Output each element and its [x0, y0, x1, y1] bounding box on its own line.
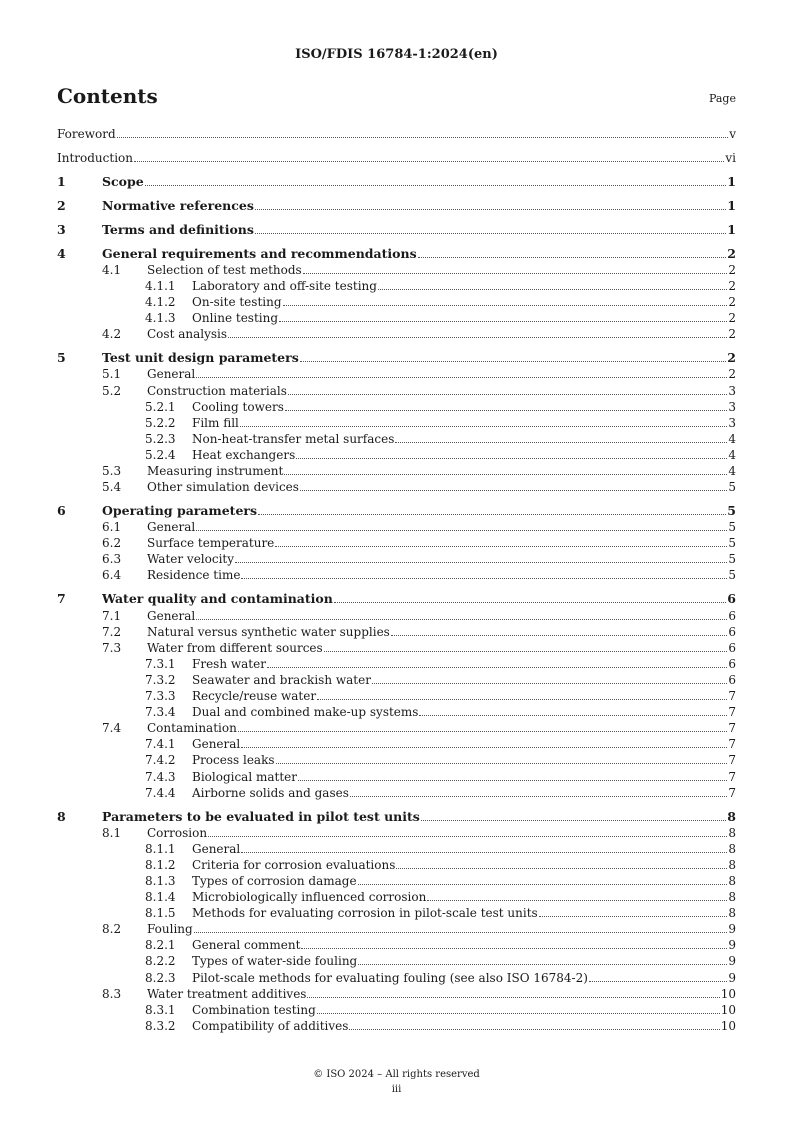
toc-entry[interactable] [57, 841, 736, 857]
toc-entry-number: 4.2 [102, 327, 122, 342]
toc-entry[interactable] [57, 1018, 736, 1034]
toc-dot-leader [418, 257, 727, 258]
toc-entry[interactable] [57, 591, 736, 607]
toc-entry-page[interactable]: 9 [728, 938, 736, 953]
toc-entry-page[interactable]: 4 [728, 447, 736, 462]
toc-dot-leader [300, 490, 727, 491]
toc-entry-number: 6.3 [102, 552, 122, 567]
toc-dot-leader [284, 474, 727, 475]
toc-entry[interactable] [57, 535, 736, 551]
page-column-label: Page [708, 92, 736, 105]
toc-entry-page[interactable]: 2 [727, 245, 736, 261]
toc-entry-title[interactable]: Water treatment additives [147, 986, 307, 1001]
toc-entry-number: 8.1.5 [145, 906, 176, 921]
toc-entry-number: 7.4.3 [145, 769, 176, 784]
toc-section-gap [57, 238, 736, 246]
toc-dot-leader [196, 530, 727, 531]
toc-entry[interactable] [57, 246, 736, 262]
toc-dot-leader [255, 209, 726, 210]
toc-dot-leader [358, 964, 727, 965]
toc-entry-title[interactable]: Foreword [57, 127, 116, 141]
toc-dot-leader [275, 546, 727, 547]
toc-entry-number: 8.2.3 [145, 970, 176, 985]
toc-entry[interactable] [57, 262, 736, 278]
toc-section-gap [57, 190, 736, 198]
toc-dot-leader [378, 289, 727, 290]
toc-section-gap [57, 342, 736, 350]
toc-entry-number: 4.1.3 [145, 311, 176, 326]
toc-dot-leader [358, 884, 728, 885]
toc-entry[interactable] [57, 752, 736, 768]
toc-entry[interactable] [57, 656, 736, 672]
page-title: Contents [57, 84, 158, 108]
toc-entry-page[interactable]: 7 [728, 721, 736, 736]
toc-entry-page[interactable]: 6 [728, 672, 736, 687]
toc-entry-number: 8 [57, 808, 66, 824]
toc-dot-leader [196, 377, 727, 378]
toc-entry-number: 5.2.2 [145, 415, 176, 430]
toc-entry[interactable] [57, 672, 736, 688]
toc-entry-title[interactable]: Seawater and brackish water [192, 672, 371, 687]
toc-entry[interactable] [57, 905, 736, 921]
toc-entry-title[interactable]: Terms and definitions [102, 221, 254, 237]
toc-entry-title[interactable]: General [147, 520, 196, 535]
toc-dot-leader [307, 997, 719, 998]
toc-entry-title[interactable]: Types of corrosion damage [192, 873, 357, 888]
toc-dot-leader [427, 900, 727, 901]
toc-entry-page[interactable]: 7 [728, 769, 736, 784]
toc-entry-title[interactable]: Cost analysis [147, 327, 228, 342]
toc-entry-page[interactable]: 4 [728, 464, 736, 479]
toc-dot-leader [134, 161, 724, 162]
toc-entry-title[interactable]: On-site testing [192, 295, 282, 310]
toc-entry-number: 5.2.3 [145, 431, 176, 446]
toc-entry[interactable] [57, 326, 736, 342]
toc-entry-title[interactable]: Residence time [147, 568, 241, 583]
toc-entry-number: 5.1 [102, 367, 122, 382]
toc-entry-number: 7.1 [102, 608, 122, 623]
toc-dot-leader [421, 820, 726, 821]
toc-entry-title[interactable]: Surface temperature [147, 536, 275, 551]
toc-entry-number: 5.2 [102, 383, 122, 398]
toc-dot-leader [238, 731, 728, 732]
toc-entry[interactable] [57, 953, 736, 969]
toc-entry[interactable] [57, 479, 736, 495]
toc-entry-title[interactable]: Water velocity [147, 552, 235, 567]
toc-entry-number: 6.1 [102, 520, 122, 535]
toc-entry-number: 7.3.2 [145, 672, 176, 687]
toc-dot-leader [419, 715, 727, 716]
toc-entry[interactable] [57, 785, 736, 801]
toc-entry[interactable] [57, 294, 736, 310]
toc-entry-number: 2 [57, 197, 66, 213]
toc-entry[interactable] [57, 567, 736, 583]
toc-entry-page[interactable]: 2 [728, 311, 736, 326]
toc-entry-number: 5 [57, 350, 66, 366]
toc-entry-number: 4.1.1 [145, 279, 176, 294]
toc-entry[interactable] [57, 608, 736, 624]
toc-dot-leader [241, 578, 727, 579]
toc-entry-page[interactable]: 3 [728, 399, 736, 414]
toc-entry[interactable] [57, 350, 736, 366]
toc-dot-leader [283, 305, 728, 306]
toc-entry-title[interactable]: Fresh water [192, 656, 266, 671]
toc-section-gap [57, 495, 736, 503]
toc-entry-page[interactable]: 6 [728, 608, 736, 623]
toc-entry-title[interactable]: Process leaks [192, 753, 275, 768]
toc-entry-number: 7.3 [102, 640, 122, 655]
toc-entry[interactable] [57, 873, 736, 889]
toc-entry[interactable] [57, 970, 736, 986]
toc-dot-leader [288, 394, 727, 395]
toc-dot-leader [208, 836, 727, 837]
toc-entry[interactable] [57, 551, 736, 567]
toc-entry-title[interactable]: Biological matter [192, 769, 298, 784]
page-footer [0, 1067, 793, 1097]
toc-entry[interactable] [57, 857, 736, 873]
toc-entry-number: 5.3 [102, 464, 122, 479]
toc-entry-title[interactable]: Test unit design parameters [102, 350, 299, 366]
toc-entry-number: 8.1.3 [145, 873, 176, 888]
toc-entry-title[interactable]: Non-heat-transfer metal surfaces [192, 431, 395, 446]
table-of-contents [57, 126, 736, 1034]
toc-entry-number: 8.2 [102, 922, 122, 937]
toc-entry-page[interactable]: 8 [728, 841, 736, 856]
toc-entry-number: 8.3.2 [145, 1018, 176, 1033]
toc-entry-page[interactable]: 8 [728, 906, 736, 921]
toc-entry-number: 4.1.2 [145, 295, 176, 310]
page-number: iii [391, 1084, 402, 1095]
toc-entry-number: 5.2.1 [145, 399, 176, 414]
toc-dot-leader [228, 337, 727, 338]
toc-entry-page[interactable]: 7 [728, 689, 736, 704]
toc-entry-page[interactable]: 8 [728, 890, 736, 905]
toc-entry-number: 6 [57, 503, 66, 519]
toc-entry[interactable] [57, 986, 736, 1002]
toc-entry-number: 7.3.1 [145, 656, 176, 671]
toc-entry[interactable] [57, 366, 736, 382]
toc-dot-leader [396, 868, 727, 869]
toc-entry-page[interactable]: 5 [728, 568, 736, 583]
toc-section-gap [57, 214, 736, 222]
toc-entry-page[interactable]: 5 [728, 552, 736, 567]
toc-dot-leader [324, 651, 728, 652]
toc-entry-page[interactable]: 2 [728, 295, 736, 310]
toc-dot-leader [255, 233, 726, 234]
toc-entry-title[interactable]: Film fill [192, 415, 239, 430]
toc-dot-leader [539, 916, 728, 917]
toc-entry-title[interactable]: General [192, 841, 241, 856]
toc-entry[interactable] [57, 937, 736, 953]
toc-section-gap [57, 166, 736, 174]
toc-entry-number: 6.4 [102, 568, 122, 583]
toc-entry-page[interactable]: 2 [728, 327, 736, 342]
toc-entry-title[interactable]: Parameters to be evaluated in pilot test units [102, 808, 420, 824]
toc-entry-page[interactable]: 3 [728, 383, 736, 398]
toc-entry-title[interactable]: Methods for evaluating corrosion in pilot-scale test units [192, 906, 538, 921]
toc-entry-number: 5.4 [102, 480, 122, 495]
toc-entry-page[interactable]: 9 [728, 970, 736, 985]
toc-dot-leader [298, 780, 727, 781]
toc-dot-leader [301, 948, 727, 949]
toc-entry-title[interactable]: General [192, 737, 241, 752]
toc-entry-number: 7.3.3 [145, 689, 176, 704]
toc-entry[interactable] [57, 431, 736, 447]
toc-entry-number: 8.1.1 [145, 841, 176, 856]
document-id-header: ISO/FDIS 16784-1:2024(en) [295, 47, 498, 62]
toc-entry-number: 8.2.2 [145, 954, 176, 969]
toc-entry[interactable] [57, 503, 736, 519]
toc-entry-page[interactable]: 6 [728, 640, 736, 655]
toc-entry-page[interactable]: 5 [728, 520, 736, 535]
toc-entry-number: 8.1.2 [145, 857, 176, 872]
toc-entry-page[interactable]: v [729, 127, 736, 141]
toc-entry-title[interactable]: Other simulation devices [147, 480, 299, 495]
toc-entry[interactable] [57, 463, 736, 479]
toc-entry-page[interactable]: 9 [728, 954, 736, 969]
toc-dot-leader [276, 763, 728, 764]
toc-entry[interactable] [57, 769, 736, 785]
toc-entry[interactable] [57, 399, 736, 415]
toc-entry-page[interactable]: 2 [728, 279, 736, 294]
toc-entry-number: 7.4.1 [145, 737, 176, 752]
toc-entry-number: 8.1 [102, 825, 122, 840]
toc-entry-number: 7.2 [102, 624, 122, 639]
toc-dot-leader [279, 321, 727, 322]
toc-entry-page[interactable]: 2 [728, 367, 736, 382]
toc-entry-title[interactable]: Selection of test methods [147, 263, 302, 278]
toc-entry-number: 8.3 [102, 986, 122, 1001]
toc-entry-title[interactable]: Introduction [57, 150, 133, 165]
toc-entry[interactable] [57, 921, 736, 937]
toc-entry-page[interactable]: 8 [727, 808, 736, 824]
toc-entry[interactable] [57, 447, 736, 463]
toc-dot-leader [589, 981, 727, 982]
toc-entry-title[interactable]: Heat exchangers [192, 447, 296, 462]
toc-entry-page[interactable]: 10 [720, 1002, 736, 1017]
toc-entry-title[interactable]: Combination testing [192, 1002, 316, 1017]
toc-dot-leader [196, 619, 727, 620]
toc-entry[interactable] [57, 720, 736, 736]
toc-entry-page[interactable]: 8 [728, 857, 736, 872]
toc-entry-title[interactable]: Recycle/reuse water [192, 689, 317, 704]
toc-entry[interactable] [57, 126, 736, 142]
toc-section-gap [57, 584, 736, 592]
toc-entry-number: 8.2.1 [145, 938, 176, 953]
toc-entry-page[interactable]: 2 [727, 350, 736, 366]
toc-entry-page[interactable]: vi [725, 150, 736, 165]
toc-entry-page[interactable]: 1 [727, 221, 736, 237]
toc-dot-leader [372, 683, 727, 684]
toc-entry[interactable] [57, 825, 736, 841]
toc-dot-leader [267, 667, 727, 668]
toc-entry-title[interactable]: Online testing [192, 311, 279, 326]
toc-entry-title[interactable]: Cooling towers [192, 399, 284, 414]
toc-entry-page[interactable]: 7 [728, 737, 736, 752]
toc-dot-leader [395, 442, 727, 443]
toc-entry-page[interactable]: 7 [728, 785, 736, 800]
toc-dot-leader [194, 932, 728, 933]
toc-entry-page[interactable]: 4 [728, 431, 736, 446]
toc-dot-leader [235, 562, 727, 563]
toc-dot-leader [285, 410, 728, 411]
toc-entry-title[interactable]: Measuring instrument [147, 464, 284, 479]
toc-entry-number: 7.4.4 [145, 785, 176, 800]
toc-dot-leader [350, 796, 727, 797]
toc-entry-page[interactable]: 1 [727, 173, 736, 189]
toc-entry-title[interactable]: Contamination [147, 721, 237, 736]
toc-entry-title[interactable]: General requirements and recommendations [102, 245, 417, 261]
toc-entry-title[interactable]: Criteria for corrosion evaluations [192, 857, 396, 872]
toc-entry-title[interactable]: Airborne solids and gases [192, 785, 349, 800]
toc-entry[interactable] [57, 415, 736, 431]
toc-entry-page[interactable]: 8 [728, 873, 736, 888]
toc-entry-title[interactable]: General [147, 367, 196, 382]
toc-entry-page[interactable]: 5 [728, 536, 736, 551]
toc-entry-number: 4.1 [102, 263, 122, 278]
toc-dot-leader [258, 514, 726, 515]
toc-entry[interactable] [57, 222, 736, 238]
toc-entry[interactable] [57, 150, 736, 166]
toc-entry-number: 4 [57, 245, 66, 261]
toc-entry-number: 7.4 [102, 721, 122, 736]
toc-entry[interactable] [57, 278, 736, 294]
toc-entry[interactable] [57, 640, 736, 656]
toc-entry[interactable] [57, 174, 736, 190]
toc-entry-number: 7.4.2 [145, 753, 176, 768]
toc-dot-leader [241, 747, 727, 748]
toc-entry-title[interactable]: Scope [102, 173, 144, 189]
toc-entry-page[interactable]: 9 [728, 922, 736, 937]
toc-dot-leader [117, 137, 729, 138]
toc-dot-leader [303, 273, 728, 274]
copyright-notice: © ISO 2024 – All rights reserved [313, 1069, 480, 1080]
toc-entry-title[interactable]: Fouling [147, 922, 193, 937]
toc-entry[interactable] [57, 809, 736, 825]
toc-entry-page[interactable]: 6 [727, 591, 736, 607]
toc-dot-leader [241, 852, 727, 853]
toc-entry[interactable] [57, 736, 736, 752]
toc-entry-page[interactable]: 2 [728, 263, 736, 278]
toc-entry-number: 6.2 [102, 536, 122, 551]
toc-entry[interactable] [57, 624, 736, 640]
toc-entry-number: 5.2.4 [145, 447, 176, 462]
toc-entry[interactable] [57, 383, 736, 399]
toc-entry-number: 7 [57, 591, 66, 607]
toc-entry-title[interactable]: Compatibility of additives [192, 1018, 349, 1033]
toc-entry-page[interactable]: 6 [728, 624, 736, 639]
toc-dot-leader [145, 185, 727, 186]
toc-entry-page[interactable]: 3 [728, 415, 736, 430]
toc-entry-title[interactable]: Water from different sources [147, 640, 323, 655]
toc-entry-title[interactable]: Dual and combined make-up systems [192, 705, 419, 720]
toc-entry[interactable] [57, 519, 736, 535]
toc-entry-number: 8.1.4 [145, 890, 176, 905]
toc-entry-title[interactable]: Microbiologically influenced corrosion [192, 890, 427, 905]
toc-dot-leader [296, 458, 727, 459]
toc-entry-page[interactable]: 8 [728, 825, 736, 840]
toc-entry-title[interactable]: Normative references [102, 197, 254, 213]
toc-dot-leader [240, 426, 727, 427]
toc-entry-page[interactable]: 6 [728, 656, 736, 671]
toc-entry-title[interactable]: Laboratory and off-site testing [192, 279, 377, 294]
toc-entry[interactable] [57, 310, 736, 326]
toc-entry-number: 3 [57, 221, 66, 237]
toc-dot-leader [349, 1029, 719, 1030]
toc-dot-leader [317, 1013, 720, 1014]
toc-entry[interactable] [57, 889, 736, 905]
toc-entry-page[interactable]: 10 [720, 986, 736, 1001]
toc-dot-leader [334, 602, 726, 603]
toc-entry-page[interactable]: 5 [727, 503, 736, 519]
toc-entry-page[interactable]: 7 [728, 705, 736, 720]
toc-section-gap [57, 801, 736, 809]
toc-dot-leader [317, 699, 727, 700]
toc-entry-title[interactable]: General comment [192, 938, 301, 953]
toc-entry[interactable] [57, 1002, 736, 1018]
toc-entry-title[interactable]: Corrosion [147, 825, 208, 840]
toc-entry-page[interactable]: 10 [720, 1018, 736, 1033]
toc-section-gap [57, 142, 736, 150]
toc-entry[interactable] [57, 704, 736, 720]
toc-entry-title[interactable]: Pilot-scale methods for evaluating fouling (see also ISO 16784-2) [192, 970, 588, 985]
toc-entry-number: 1 [57, 173, 66, 189]
toc-entry-title[interactable]: Water quality and contamination [102, 591, 333, 607]
toc-entry-number: 8.3.1 [145, 1002, 176, 1017]
toc-entry-number: 7.3.4 [145, 705, 176, 720]
toc-entry-title[interactable]: General [147, 608, 196, 623]
toc-entry-title[interactable]: Operating parameters [102, 503, 258, 519]
toc-dot-leader [391, 635, 728, 636]
toc-entry[interactable] [57, 198, 736, 214]
toc-entry[interactable] [57, 688, 736, 704]
toc-entry-page[interactable]: 1 [727, 197, 736, 213]
toc-entry-page[interactable]: 5 [728, 480, 736, 495]
toc-dot-leader [300, 361, 727, 362]
toc-entry-page[interactable]: 7 [728, 753, 736, 768]
toc-entry-title[interactable]: Construction materials [147, 383, 287, 398]
toc-entry-title[interactable]: Types of water-side fouling [192, 954, 358, 969]
toc-entry-title[interactable]: Natural versus synthetic water supplies [147, 624, 390, 639]
